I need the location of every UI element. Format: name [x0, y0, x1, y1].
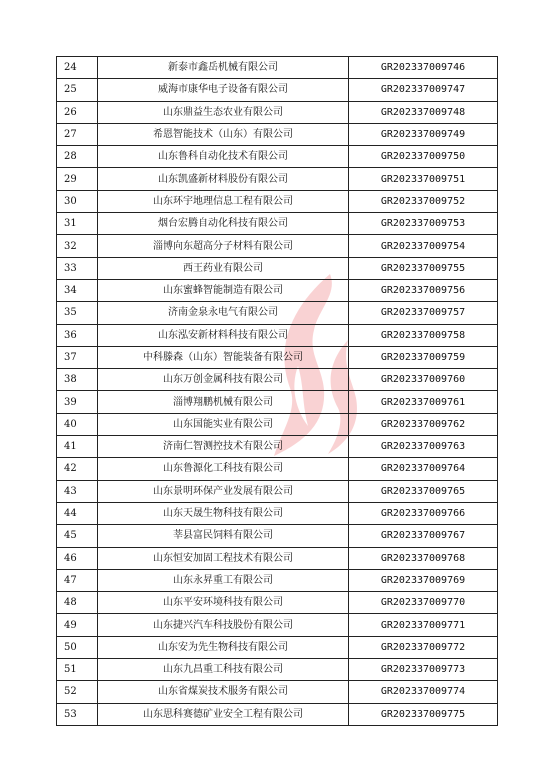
company-name-cell: 希恩智能技术（山东）有限公司 — [98, 123, 349, 145]
table-row — [57, 391, 498, 413]
row-number-cell: 30 — [57, 190, 98, 212]
table-row — [57, 436, 498, 458]
row-number-cell: 50 — [57, 636, 98, 658]
company-name-cell: 淄博翔鹏机械有限公司 — [98, 391, 349, 413]
certificate-number-cell: GR202337009768 — [349, 547, 498, 569]
certificate-number-cell: GR202337009746 — [349, 57, 498, 79]
certificate-number-cell: GR202337009773 — [349, 659, 498, 681]
certificate-number-cell: GR202337009767 — [349, 525, 498, 547]
table-row — [57, 681, 498, 703]
row-number-cell: 53 — [57, 703, 98, 725]
row-number-cell: 34 — [57, 279, 98, 301]
table-row — [57, 659, 498, 681]
certificate-number-cell: GR202337009757 — [349, 302, 498, 324]
row-number-cell: 33 — [57, 257, 98, 279]
row-number-cell: 51 — [57, 659, 98, 681]
certificate-number-cell: GR202337009766 — [349, 502, 498, 524]
certificate-number-cell: GR202337009775 — [349, 703, 498, 725]
row-number-cell: 37 — [57, 346, 98, 368]
company-name-cell: 山东国能实业有限公司 — [98, 413, 349, 435]
certificate-number-cell: GR202337009760 — [349, 369, 498, 391]
row-number-cell: 26 — [57, 101, 98, 123]
certificate-number-cell: GR202337009759 — [349, 346, 498, 368]
table-row — [57, 502, 498, 524]
certificate-number-cell: GR202337009770 — [349, 592, 498, 614]
row-number-cell: 31 — [57, 213, 98, 235]
certificate-number-cell: GR202337009762 — [349, 413, 498, 435]
row-number-cell: 44 — [57, 502, 98, 524]
table-row — [57, 257, 498, 279]
row-number-cell: 45 — [57, 525, 98, 547]
table-row — [57, 190, 498, 212]
certificate-number-cell: GR202337009748 — [349, 101, 498, 123]
company-name-cell: 西王药业有限公司 — [98, 257, 349, 279]
row-number-cell: 25 — [57, 79, 98, 101]
company-name-cell: 山东平安环境科技有限公司 — [98, 592, 349, 614]
row-number-cell: 52 — [57, 681, 98, 703]
table-body — [57, 57, 498, 726]
company-name-cell: 淄博向东超高分子材料有限公司 — [98, 235, 349, 257]
certificate-number-cell: GR202337009752 — [349, 190, 498, 212]
table-row — [57, 302, 498, 324]
table-row — [57, 79, 498, 101]
company-name-cell: 山东环宇地理信息工程有限公司 — [98, 190, 349, 212]
table-row — [57, 525, 498, 547]
table-row — [57, 168, 498, 190]
table-row — [57, 480, 498, 502]
certificate-number-cell: GR202337009754 — [349, 235, 498, 257]
company-name-cell: 山东凯盛新材料股份有限公司 — [98, 168, 349, 190]
company-name-cell: 山东永昇重工有限公司 — [98, 569, 349, 591]
certificate-number-cell: GR202337009763 — [349, 436, 498, 458]
company-name-cell: 山东鲁源化工科技有限公司 — [98, 458, 349, 480]
company-name-cell: 山东鼎益生态农业有限公司 — [98, 101, 349, 123]
certificate-number-cell: GR202337009755 — [349, 257, 498, 279]
certificate-number-cell: GR202337009771 — [349, 614, 498, 636]
certificate-number-cell: GR202337009769 — [349, 569, 498, 591]
certificate-number-cell: GR202337009750 — [349, 146, 498, 168]
row-number-cell: 38 — [57, 369, 98, 391]
company-name-cell: 山东九昌重工科技有限公司 — [98, 659, 349, 681]
company-name-cell: 新泰市鑫岳机械有限公司 — [98, 57, 349, 79]
row-number-cell: 47 — [57, 569, 98, 591]
table-row — [57, 614, 498, 636]
table-row — [57, 101, 498, 123]
row-number-cell: 36 — [57, 324, 98, 346]
company-registry-table — [56, 56, 498, 726]
company-name-cell: 烟台宏腾自动化科技有限公司 — [98, 213, 349, 235]
certificate-number-cell: GR202337009751 — [349, 168, 498, 190]
row-number-cell: 29 — [57, 168, 98, 190]
certificate-number-cell: GR202337009758 — [349, 324, 498, 346]
table-row — [57, 57, 498, 79]
table-row — [57, 146, 498, 168]
table-row — [57, 213, 498, 235]
table-row — [57, 369, 498, 391]
table-row — [57, 592, 498, 614]
certificate-number-cell: GR202337009756 — [349, 279, 498, 301]
company-name-cell: 山东景明环保产业发展有限公司 — [98, 480, 349, 502]
certificate-number-cell: GR202337009753 — [349, 213, 498, 235]
company-name-cell: 中科滕森（山东）智能装备有限公司 — [98, 346, 349, 368]
certificate-number-cell: GR202337009749 — [349, 123, 498, 145]
company-name-cell: 山东万创金属科技有限公司 — [98, 369, 349, 391]
row-number-cell: 43 — [57, 480, 98, 502]
certificate-number-cell: GR202337009761 — [349, 391, 498, 413]
row-number-cell: 46 — [57, 547, 98, 569]
company-name-cell: 山东蜜蜂智能制造有限公司 — [98, 279, 349, 301]
company-name-cell: 山东鲁科自动化技术有限公司 — [98, 146, 349, 168]
table-row — [57, 123, 498, 145]
table-row — [57, 346, 498, 368]
row-number-cell: 42 — [57, 458, 98, 480]
company-name-cell: 山东捷兴汽车科技股份有限公司 — [98, 614, 349, 636]
row-number-cell: 49 — [57, 614, 98, 636]
company-name-cell: 山东省煤炭技术服务有限公司 — [98, 681, 349, 703]
table-row — [57, 547, 498, 569]
company-name-cell: 莘县富民饲料有限公司 — [98, 525, 349, 547]
table-row — [57, 703, 498, 725]
row-number-cell: 27 — [57, 123, 98, 145]
row-number-cell: 32 — [57, 235, 98, 257]
certificate-number-cell: GR202337009774 — [349, 681, 498, 703]
company-name-cell: 威海市康华电子设备有限公司 — [98, 79, 349, 101]
table-row — [57, 413, 498, 435]
table-row — [57, 279, 498, 301]
table-row — [57, 324, 498, 346]
certificate-number-cell: GR202337009772 — [349, 636, 498, 658]
company-name-cell: 济南仁智测控技术有限公司 — [98, 436, 349, 458]
company-name-cell: 山东恒安加固工程技术有限公司 — [98, 547, 349, 569]
row-number-cell: 39 — [57, 391, 98, 413]
row-number-cell: 48 — [57, 592, 98, 614]
company-name-cell: 山东安为先生物科技有限公司 — [98, 636, 349, 658]
certificate-number-cell: GR202337009747 — [349, 79, 498, 101]
certificate-number-cell: GR202337009765 — [349, 480, 498, 502]
table-row — [57, 636, 498, 658]
company-name-cell: 山东天晟生物科技有限公司 — [98, 502, 349, 524]
row-number-cell: 24 — [57, 57, 98, 79]
certificate-number-cell: GR202337009764 — [349, 458, 498, 480]
table-row — [57, 569, 498, 591]
company-name-cell: 山东思科赛德矿业安全工程有限公司 — [98, 703, 349, 725]
row-number-cell: 28 — [57, 146, 98, 168]
row-number-cell: 41 — [57, 436, 98, 458]
row-number-cell: 40 — [57, 413, 98, 435]
company-name-cell: 山东泓安新材料科技有限公司 — [98, 324, 349, 346]
table-row — [57, 458, 498, 480]
company-name-cell: 济南金泉永电气有限公司 — [98, 302, 349, 324]
row-number-cell: 35 — [57, 302, 98, 324]
table-row — [57, 235, 498, 257]
